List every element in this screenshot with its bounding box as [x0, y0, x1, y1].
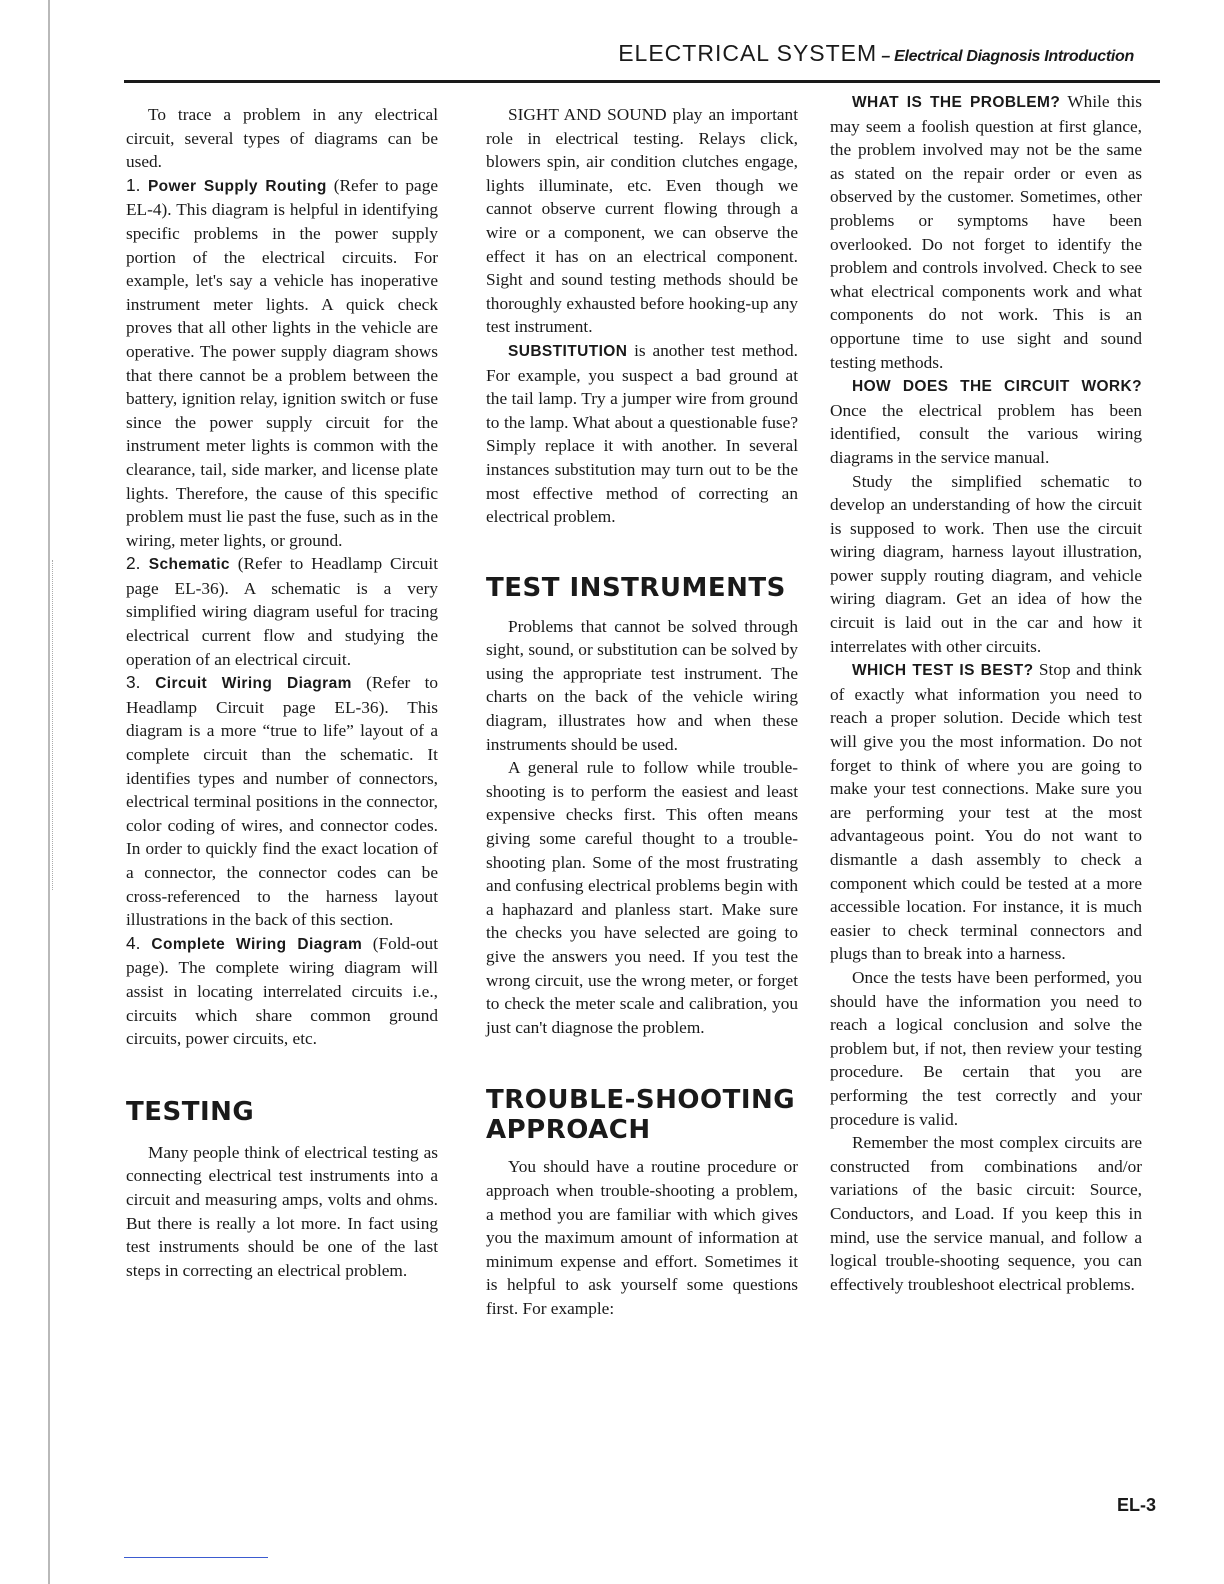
- binding-edge-dots: [52, 560, 54, 890]
- approach-heading-line-2: APPROACH: [486, 1115, 651, 1146]
- item-number: 1.: [126, 174, 148, 195]
- testing-paragraph: Many people think of electrical testing as connecting electrical test instruments into a circuit and measuring amps, volts and ohms. But there is really a lot more. In fact using test instruments should be one of the last steps in correcting an electrical problem.: [126, 1142, 438, 1280]
- remember-paragraph: Remember the most complex circuits are constructed from combinations and/or variations of the basic circuit: Source, Conductors, and Load. If you keep this in mind, use the service manual, and follow a logical trouble-shooting sequence, you can effectively troubleshoot electrical problems.: [830, 1133, 1142, 1294]
- item-number: 4.: [126, 932, 152, 953]
- item-lead: Power Supply Routing: [147, 177, 327, 195]
- what-problem-lead: WHAT IS THE PROBLEM?: [852, 94, 1061, 111]
- column-2: [486, 103, 798, 1321]
- approach-paragraph: You should have a routine procedure or approach when trouble-shooting a problem, a method you are familiar with which gives you the maximum amount of information at minimum expense and effort. Sometimes it is helpful to ask yourself some questions first. For example:: [486, 1157, 798, 1318]
- sight-sound-lead: SIGHT AND SOUND: [508, 105, 667, 124]
- instruments-paragraph-1: Problems that cannot be solved through sight, sound, or substitution can be solved by using the appropriate test instrument. The charts on the back of the vehicle wiring diagram, illustrates how and when these instruments should be used.: [486, 616, 798, 754]
- item-number: 3.: [126, 672, 156, 693]
- what-problem-text: While this may seem a foolish question at first glance, the problem involved may not be the same as stated on the repair order or even as observed by the customer. Sometimes, other problems or symptoms have been overlooked. Do not forget to identify the problem and controls involved. Check to see what electrical components work and what components do not work. This is an opportune time to use sight and sound testing methods.: [830, 92, 1142, 372]
- item-text: (Refer to page EL-4). This diagram is helpful in identifying specific problems in the power supply portion of the electrical circuits. For example, let's say a vehicle has inoperative instrument meter lights. A quick check proves that all other lights in the vehicle are operative. The power supply diagram shows that there cannot be a problem between the battery, ignition relay, ignition switch or fuse since the power supply circuit for the instrument meter lights is common with the clearance, tail, side marker, and license plate lights. Therefore, the cause of this specific problem must lie past the fuse, such as in the wiring, meter lights, or ground.: [126, 175, 438, 550]
- sight-sound-text: play an important role in electrical testing. Relays click, blowers spin, air condition clutches engage, lights illuminate, etc. Even though we cannot observe current flowing through a wire or a component, we can observe the effect it has on an electrical component. Sight and sound testing methods should be thoroughly exhausted before hooking-up any test instrument.: [486, 105, 799, 337]
- running-header: [124, 40, 1134, 74]
- column-3: [830, 90, 1142, 1296]
- substitution-text: is another test method. For example, you suspect a bad ground at the tail lamp. Try a jumper wire from ground to the lamp. What about a questionable fuse? Simply replace it with another. In several instances substitution may turn out to be the most effective method of correcting an electrical problem.: [486, 340, 798, 527]
- header-title: ELECTRICAL SYSTEM: [618, 40, 878, 66]
- diagram-item-2: [126, 552, 438, 671]
- how-circuit-paragraph: [830, 374, 1142, 469]
- study-paragraph: Study the simplified schematic to develop an understanding of how the circuit is supposed to work. Then use the circuit wiring diagram, harness layout illustration, power supply routing diagram, and vehicle wiring diagram. Get an idea of how the circuit is laid out in the car and how it interrelates with other circuits.: [830, 471, 1142, 656]
- item-text: (Fold-out page). The complete wiring diagram will assist in locating interrelated circuits i.e., circuits which share common ground circuits, power circuits, etc.: [126, 933, 439, 1049]
- diagram-item-4: [126, 932, 438, 1051]
- header-dash: –: [877, 48, 895, 65]
- item-lead: Complete Wiring Diagram: [151, 935, 363, 953]
- which-test-lead: WHICH TEST IS BEST?: [852, 662, 1034, 680]
- instruments-paragraph-2: A general rule to follow while trouble-shooting is to perform the easiest and least expensive checks first. This often means giving some careful thought to a trouble-shooting plan. Some of the most frustrating and confusing electrical problems begin with a haphazard and planless start. Make sure the checks you have selected are going to give the answers you need. If you test the wrong circuit, use the wrong meter, or forget to check the meter scale and calibration, you just can't diagnose the problem.: [486, 758, 798, 1037]
- footnote-rule: [124, 1557, 268, 1558]
- which-test-text: Stop and think of exactly what information you need to reach a proper solution. Decide which test will give you the most information. Do not forget to think of where you are going to make your test connections. Make sure you are performing your test at the most advantageous point. You do not want to dismantle a dash assembly to check a component which could be tested at a more accessible location. For instance, it is much easier to check terminal connectors and plugs than to break into a harness.: [830, 660, 1142, 964]
- page-number: EL-3: [1116, 1495, 1156, 1515]
- item-text: (Refer to Headlamp Circuit page EL-36). This diagram is a more “true to life” layout of a complete circuit than the schematic. It identifies types and number of connectors, electrical terminal positions in the connector, color coding of wires, and connector codes. In order to quickly find the exact location of a connector, the connector codes can be cross-referenced to the harness layout illustrations in the back of this section.: [126, 673, 439, 930]
- item-lead: Circuit Wiring Diagram: [155, 675, 352, 693]
- item-lead: Schematic: [148, 556, 230, 574]
- header-subtitle: Electrical Diagnosis Introduction: [894, 48, 1134, 65]
- approach-heading-line-1: TROUBLE-SHOOTING: [486, 1085, 796, 1116]
- diagram-item-3: [126, 671, 438, 932]
- test-instruments-heading: TEST INSTRUMENTS: [486, 572, 786, 603]
- item-text: (Refer to Headlamp Circuit page EL-36). A schematic is a very simplified wiring diagram useful for tracing electrical current flow and studying the operation of an electrical circuit.: [126, 554, 438, 669]
- header-rule: [124, 80, 1160, 83]
- intro-paragraph: To trace a problem in any electrical circuit, several types of diagrams can be used.: [126, 105, 438, 172]
- column-1: [126, 103, 438, 1282]
- which-test-paragraph: [830, 658, 1142, 966]
- once-paragraph: Once the tests have been performed, you should have the information you need to reach a logical conclusion and solve the problem but, if not, then review your testing procedure. Be certain that you are performing the test correctly and your procedure is valid.: [830, 967, 1142, 1129]
- diagram-item-1: [126, 174, 438, 553]
- how-circuit-text: Once the electrical problem has been identified, consult the various wiring diagrams in the service manual.: [830, 400, 1142, 467]
- substitution-lead: SUBSTITUTION: [508, 342, 628, 360]
- testing-heading: TESTING: [126, 1096, 255, 1127]
- item-number: 2.: [126, 553, 149, 574]
- substitution-paragraph: [486, 339, 798, 529]
- what-problem-paragraph: [830, 90, 1142, 374]
- binding-edge-line: [48, 0, 50, 1584]
- how-circuit-lead: HOW DOES THE CIRCUIT WORK?: [852, 378, 1142, 396]
- sight-sound-paragraph: [486, 103, 798, 339]
